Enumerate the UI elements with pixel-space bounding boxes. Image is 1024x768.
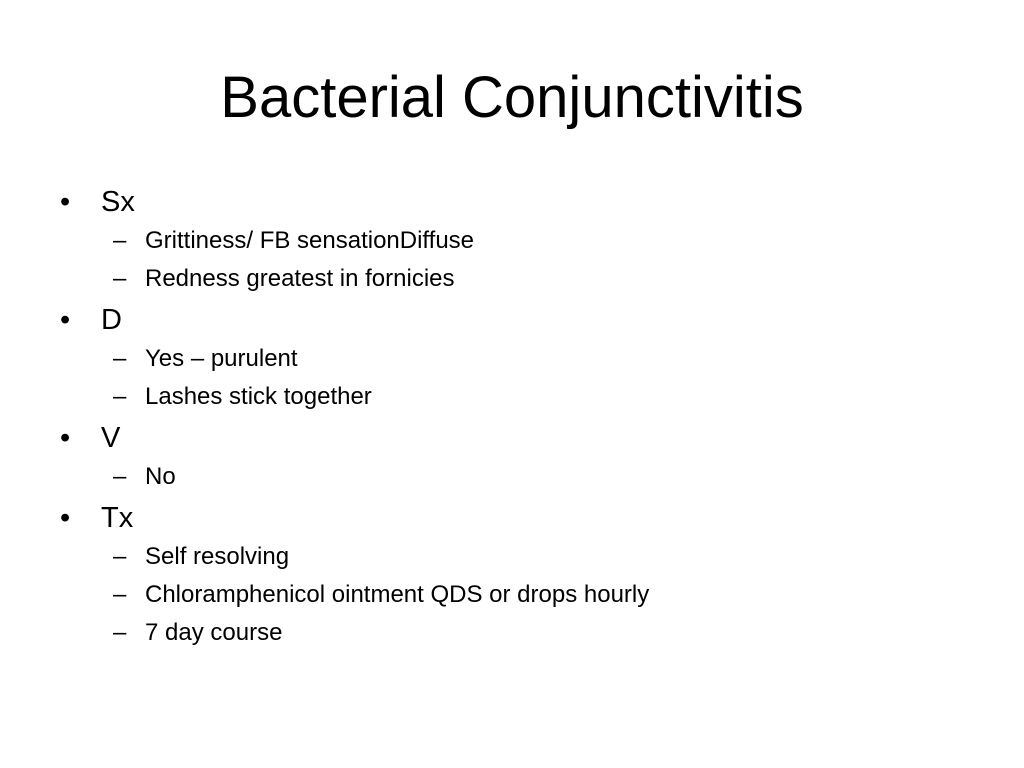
sub-bullet-text: Lashes stick together <box>145 383 372 410</box>
sub-bullet-text: Chloramphenicol ointment QDS or drops hourly <box>145 581 650 608</box>
sub-bullet-marker: – <box>113 227 127 254</box>
bullet-text: Tx <box>101 502 134 534</box>
sub-bullet-text: Self resolving <box>145 543 290 570</box>
sub-bullet-marker: – <box>113 383 127 410</box>
bullet-item <box>55 300 975 340</box>
sub-bullet-item <box>55 378 975 416</box>
bullet-marker: • <box>60 186 71 218</box>
bullet-text: Sx <box>101 186 135 218</box>
section-discharge <box>55 300 975 416</box>
sub-bullet-item <box>55 260 975 298</box>
bullet-marker: • <box>60 502 71 534</box>
sub-bullet-item <box>55 576 975 614</box>
section-vision <box>55 418 975 496</box>
sub-bullet-text: 7 day course <box>145 619 283 646</box>
bullet-item <box>55 182 975 222</box>
sub-bullet-text: Grittiness/ FB sensationDiffuse <box>145 227 475 254</box>
sub-bullet-marker: – <box>113 581 127 608</box>
section-symptoms <box>55 182 975 298</box>
bullet-item <box>55 498 975 538</box>
bullet-list <box>55 182 975 654</box>
bullet-text: D <box>101 304 122 336</box>
bullet-marker: • <box>60 422 71 454</box>
sub-bullet-text: Redness greatest in fornicies <box>145 265 455 292</box>
sub-bullet-marker: – <box>113 463 127 490</box>
sub-bullet-marker: – <box>113 265 127 292</box>
sub-bullet-marker: – <box>113 345 127 372</box>
sub-bullet-text: Yes – purulent <box>145 345 298 372</box>
bullet-marker: • <box>60 304 71 336</box>
bullet-item <box>55 418 975 458</box>
slide-title: Bacterial Conjunctivitis <box>220 65 804 130</box>
sub-bullet-item <box>55 222 975 260</box>
bullet-text: V <box>101 422 121 454</box>
section-treatment <box>55 498 975 652</box>
sub-bullet-item <box>55 340 975 378</box>
sub-bullet-item <box>55 538 975 576</box>
sub-bullet-marker: – <box>113 619 127 646</box>
sub-bullet-item <box>55 458 975 496</box>
sub-bullet-item <box>55 614 975 652</box>
sub-bullet-marker: – <box>113 543 127 570</box>
sub-bullet-text: No <box>145 463 176 490</box>
